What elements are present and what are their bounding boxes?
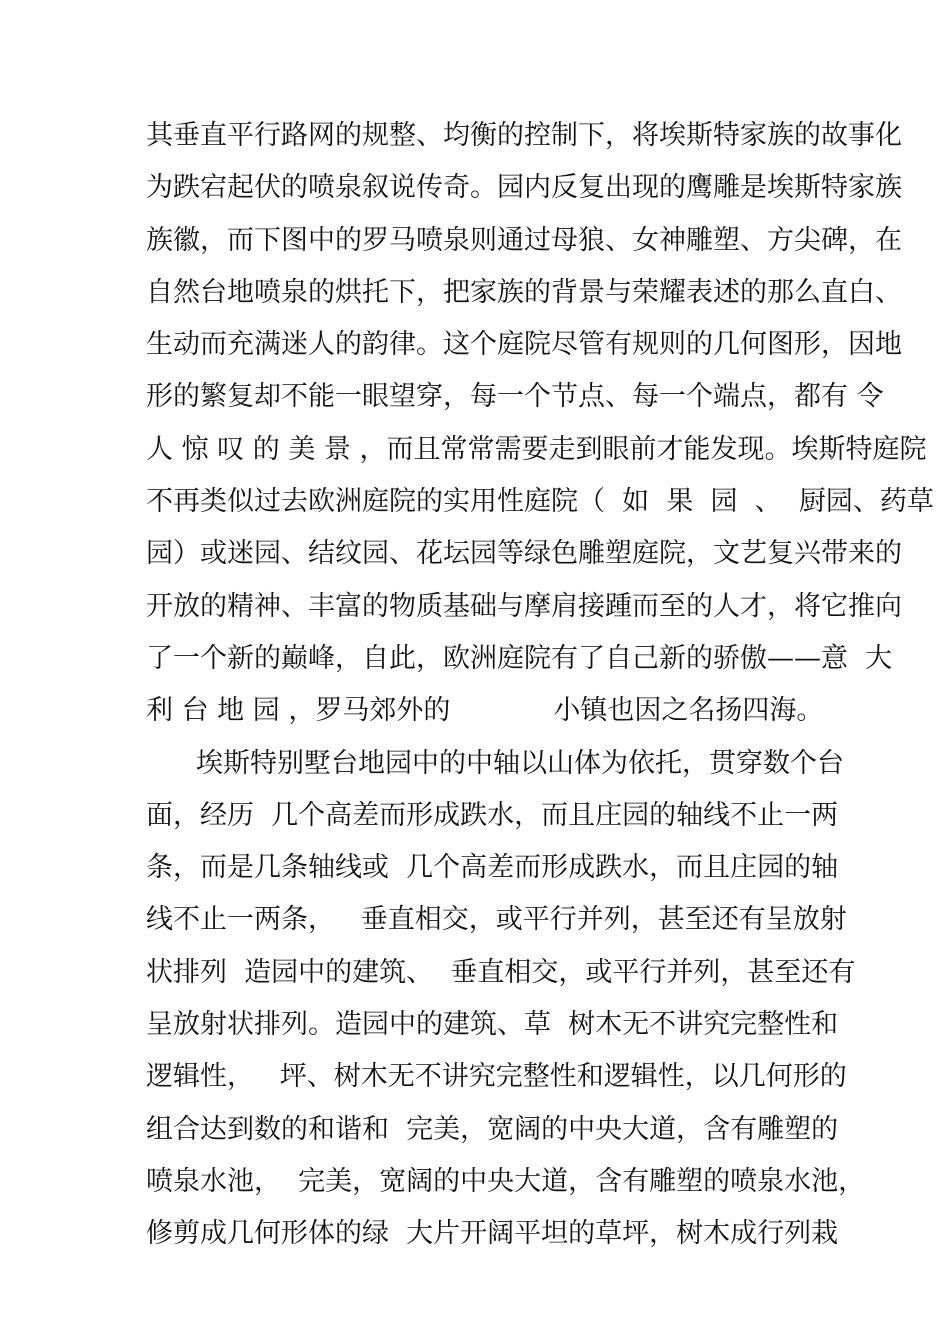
text-line: 线不止一两条， 垂直相交，或平行并列，甚至还有呈放射 [146,904,847,936]
body-text [146,110,934,1261]
text-line: 条，而是几条轴线或 几个高差而形成跌水，而且庄园的轴 [146,852,839,884]
text-line: 喷泉水池， 完美，宽阔的中央大道，含有雕塑的喷泉水池， [146,1165,866,1197]
text-line: 逻辑性， 坪、树木无不讲究完整性和逻辑性，以几何形的 [146,1061,847,1093]
text-line: 人 惊 叹 的 美 景 ，而且常常需要走到眼前才能发现。埃斯特庭院 [146,433,927,465]
text-line: 修剪成几何形体的绿 大片开阔平坦的草坪，树木成行列栽 [146,1218,839,1250]
paragraph-first-line: 埃斯特别墅台地园中的中轴以山体为依托，贯穿数个台 [196,747,844,779]
text-line: 族徽，而下图中的罗马喷泉则通过母狼、女神雕塑、方尖碑，在 [146,224,902,256]
text-line: 为跌宕起伏的喷泉叙说传奇。园内反复出现的鹰雕是埃斯特家族 [146,172,902,204]
text-line: 利 台 地 园 ，罗马郊外的 小镇也因之名扬四海。 [146,695,824,727]
text-line: 面，经历 几个高差而形成跌水，而且庄园的轴线不止一两 [146,799,839,831]
text-line: 组合达到数的和谐和 完美，宽阔的中央大道，含有雕塑的 [146,1113,839,1145]
text-line: 不再类似过去欧洲庭院的实用性庭院（ 如 果 园 、 厨园、药草 [146,486,934,518]
text-line: 形的繁复却不能一眼望穿，每一个节点、每一个端点，都有 令 [146,381,884,413]
text-line: 自然台地喷泉的烘托下，把家族的背景与荣耀表述的那么直白、 [146,276,902,308]
text-line: 了一个新的巅峰，自此，欧洲庭院有了自己新的骄傲——意 大 [146,642,893,674]
text-line: 园）或迷园、结纹园、花坛园等绿色雕塑庭院，文艺复兴带来的 [146,538,902,570]
text-line: 呈放射状排列。造园中的建筑、草 树木无不讲究完整性和 [146,1009,839,1041]
text-line: 开放的精神、丰富的物质基础与摩肩接踵而至的人才，将它推向 [146,590,902,622]
text-line: 其垂直平行路网的规整、均衡的控制下，将埃斯特家族的故事化 [146,120,902,151]
text-line: 状排列 造园中的建筑、 垂直相交，或平行并列，甚至还有 [146,956,856,988]
text-line: 生动而充满迷人的韵律。这个庭院尽管有规则的几何图形，因地 [146,329,902,361]
